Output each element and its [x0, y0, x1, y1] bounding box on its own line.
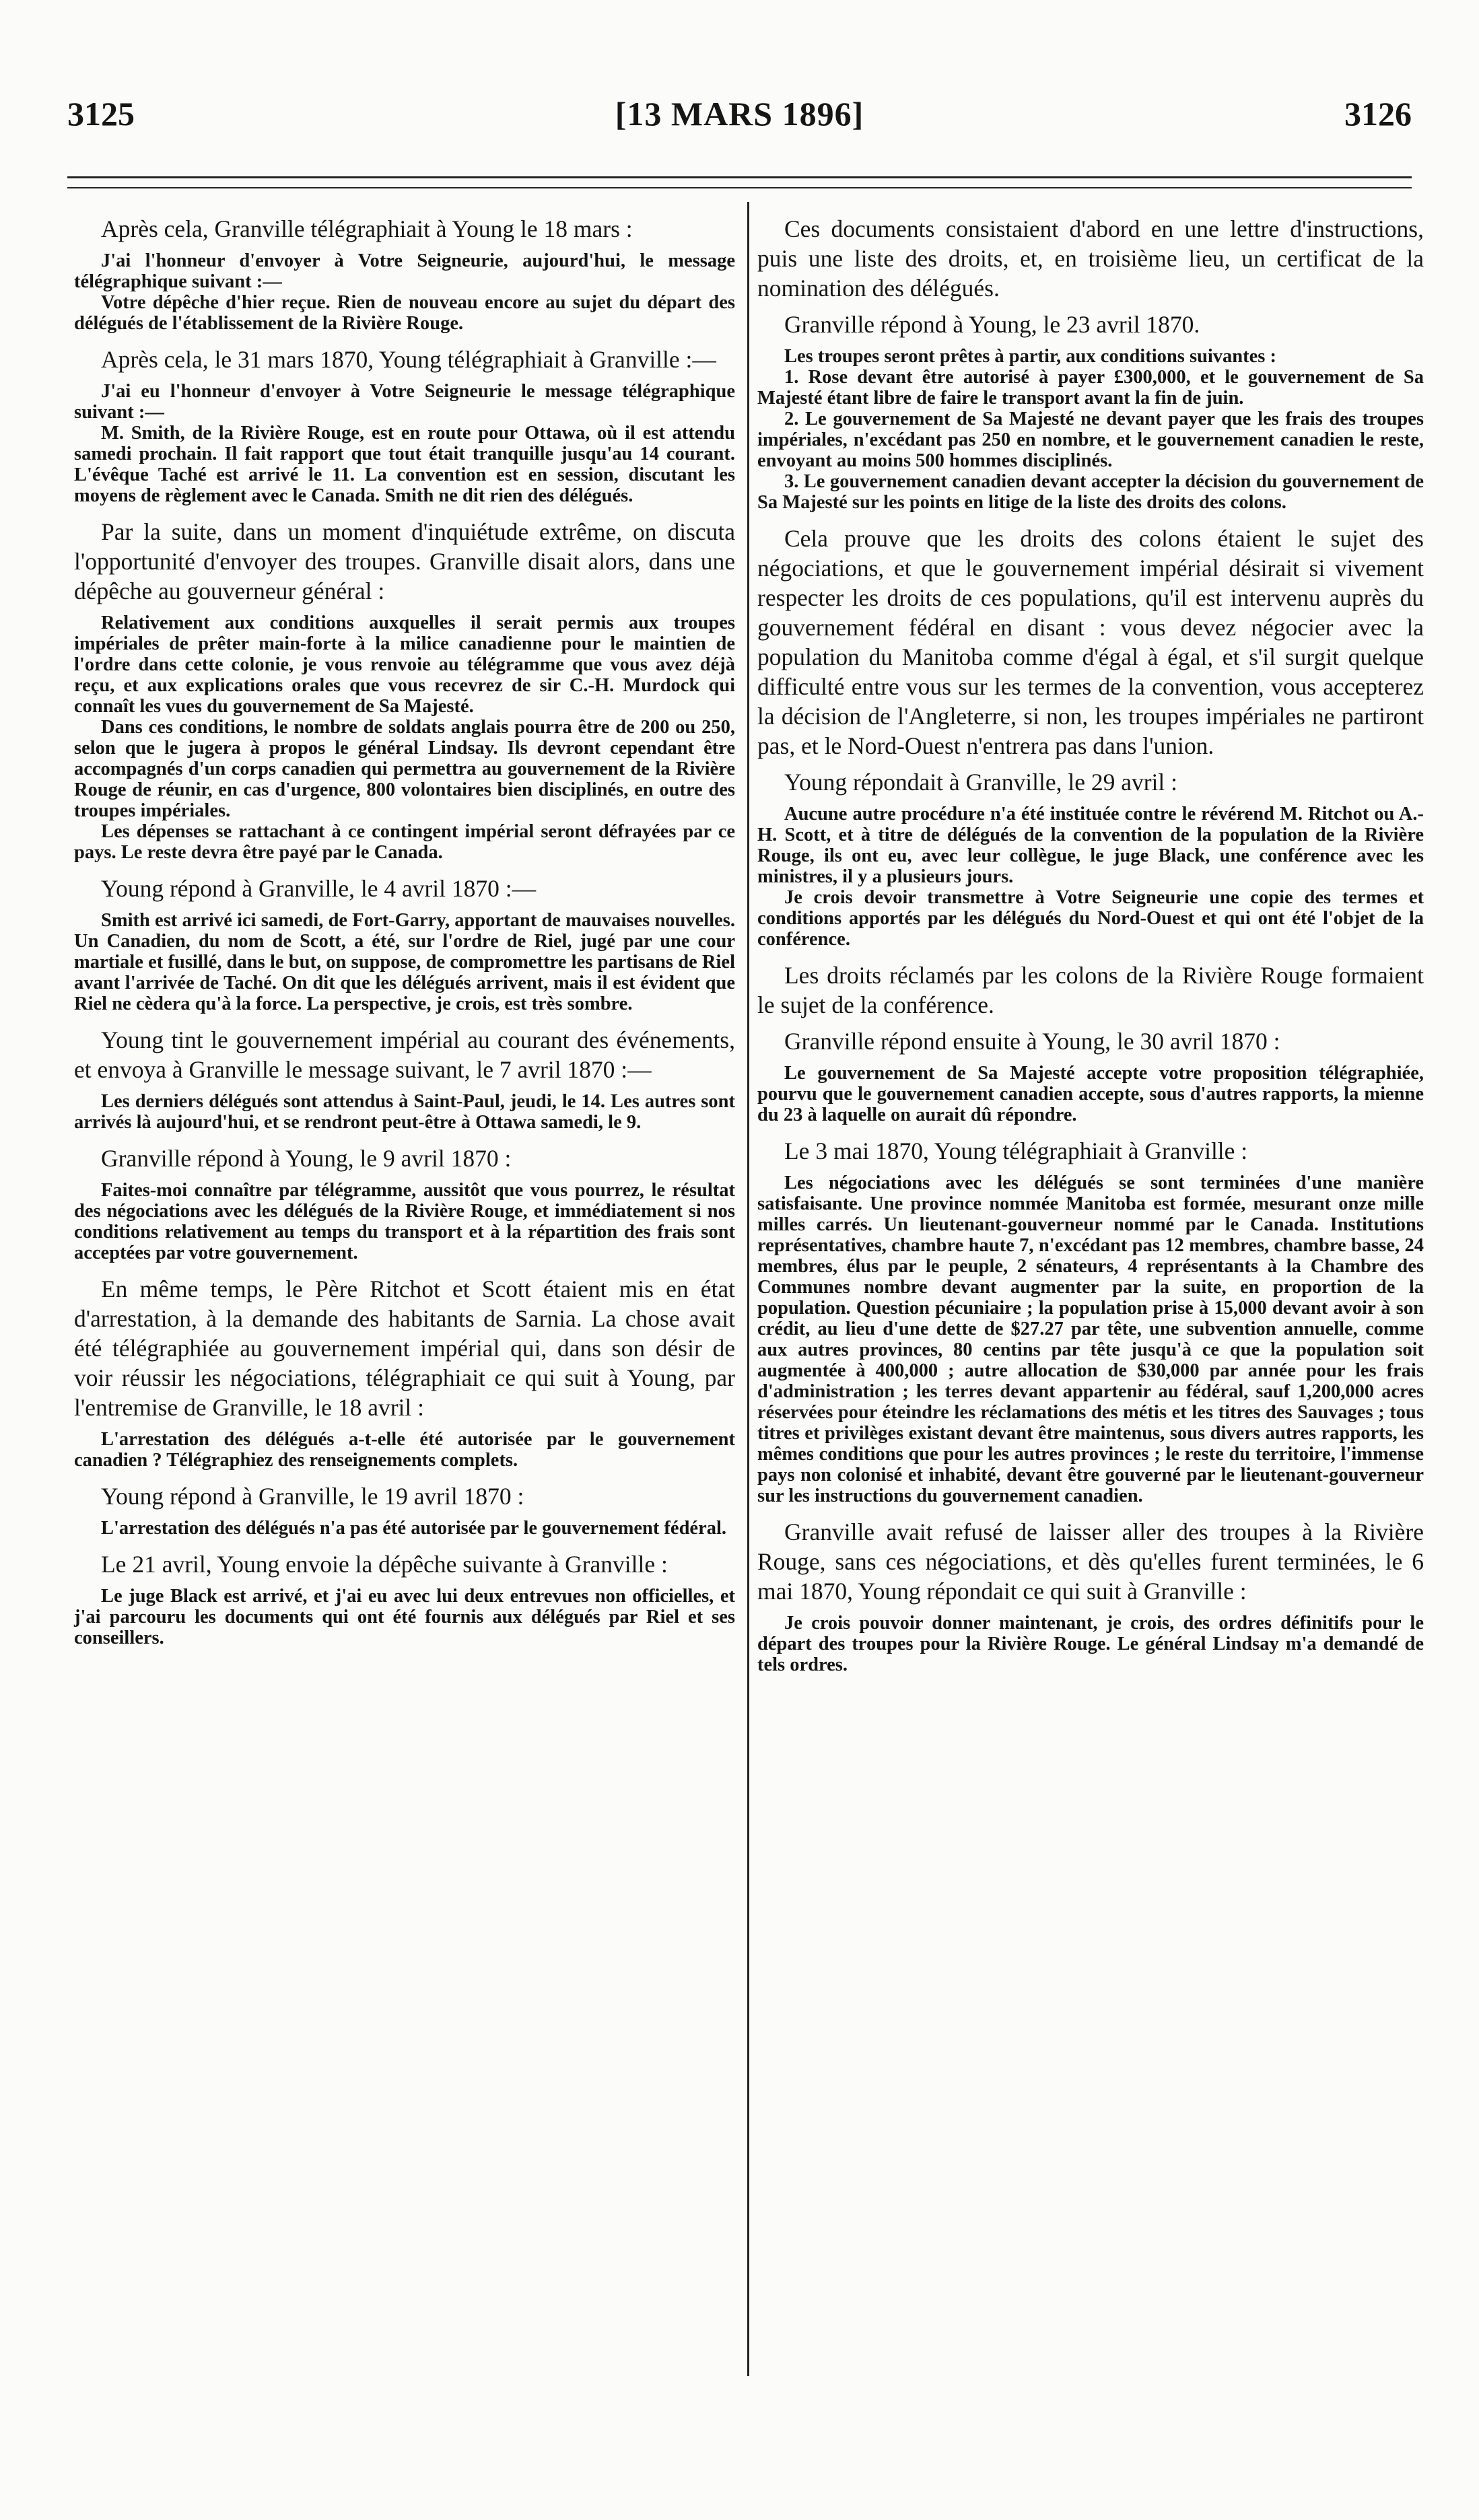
paragraph: Granville répond à Young, le 9 avril 1870 :	[101, 1145, 512, 1172]
paragraph: Young répondait à Granville, le 29 avril :	[784, 769, 1177, 796]
quote-line: Les troupes seront prêtes à partir, aux conditions suivantes :	[784, 346, 1277, 367]
header-rule-top	[67, 176, 1412, 178]
quote-line: Les négociations avec les délégués se sont terminées d'une manière satisfaisante. Une province nommée Manitoba est formée, mesurant onze mille milles carrés. Un lieutenant-gouverneur nommé par le Canada. Institutions représentatives, chambre haute 7, n'excédant pas 12 membres, chambre basse, 24 membres, élus par le peuple, 2 sénateurs, 4 représentants à la Chambre des Communes nombre devant augmenter par la suite, en proportion de la population. Question pécuniaire ; la population prise à 15,000 devant avoir à son crédit, au lieu d'une dette de $27.27 par tête, une subvention annuelle, comme aux autres provinces, 80 centins par tête jusqu'à ce que la population soit augmentée à 400,000 ; autre allocation de $30,000 par année pour les frais d'administration ; les terres devant appartenir au fédéral, sauf 1,200,000 acres réservées pour éteindre les réclamations des métis et les titres des Sauvages ; tous titres et privilèges existant devant être maintenus, sous divers autres rapports, les mêmes conditions que pour les autres provinces ; le reste du territoire, l'immense pays non colonisé et inhabité, devant être gouverné par le lieutenant-gouverneur sur les instructions du gouvernement canadien.	[757, 1172, 1424, 1506]
quoted-dispatch	[74, 1429, 735, 1471]
quoted-dispatch	[74, 1091, 735, 1133]
quote-line: Les dépenses se rattachant à ce contingent impérial seront défrayées par ce pays. Le reste devra être payé par le Canada.	[74, 821, 735, 863]
header-rule-bottom	[67, 187, 1412, 188]
paragraph: Le 3 mai 1870, Young télégraphiait à Granville :	[784, 1138, 1248, 1164]
quote-line: Smith est arrivé ici samedi, de Fort-Garry, apportant de mauvaises nouvelles. Un Canadien, du nom de Scott, a été, sur l'ordre de Riel, jugé par une cour martiale et fusillé, dans le but, on suppose, de compromettre les partisans de Riel avant l'arrivée de Taché. On dit que les délégués arrivent, mais il est évident que Riel ne cèdera qu'à la force. La perspective, je crois, est très sombre.	[74, 910, 735, 1014]
paragraph: Après cela, le 31 mars 1870, Young télégraphiait à Granville :—	[101, 346, 716, 373]
quoted-dispatch	[74, 381, 735, 506]
quote-line: 2. Le gouvernement de Sa Majesté ne devant payer que les frais des troupes impériales, n'excédant pas 250 en nombre, et le gouvernement canadien le reste, envoyant au moins 500 hommes disciplinés.	[757, 409, 1424, 471]
quoted-dispatch	[757, 1172, 1424, 1506]
paragraph: Ces documents consistaient d'abord en une lettre d'instructions, puis une liste des droits, et, en troisième lieu, un certificat de la nomination des délégués.	[757, 215, 1424, 302]
quote-line: Le gouvernement de Sa Majesté accepte votre proposition télégraphiée, pourvu que le gouvernement canadien accepte, sous d'autres rapports, la mienne du 23 à laquelle on aurait dû répondre.	[757, 1063, 1424, 1125]
paragraph: Cela prouve que les droits des colons étaient le sujet des négociations, et que le gouvernement impérial désirait si vivement respecter les droits de ces populations, qu'il est intervenu auprès du gouvernement fédéral en disant : vous devez négocier avec la population du Manitoba comme d'égal à égal, et s'il surgit quelque difficulté entre vous sur les termes de la convention, vous accepterez la décision de l'Angleterre, si non, les troupes impériales ne partiront pas, et le Nord-Ouest n'entrera pas dans l'union.	[757, 525, 1424, 759]
page-date: [13 MARS 1896]	[615, 95, 864, 133]
paragraph: Par la suite, dans un moment d'inquiétude extrême, on discuta l'opportunité d'envoyer des troupes. Granville disait alors, dans une dépêche au gouverneur général :	[74, 518, 735, 604]
quoted-dispatch	[74, 612, 735, 863]
quote-line: Faites-moi connaître par télégramme, aussitôt que vous pourrez, le résultat des négociations avec les délégués de la Rivière Rouge, et immédiatement si nos conditions relativement au temps du transport et à la répartition des frais sont acceptées par votre gouvernement.	[74, 1180, 735, 1263]
page-header	[67, 94, 1412, 155]
paragraph: Granville répond à Young, le 23 avril 1870.	[784, 311, 1200, 338]
quote-line: Je crois pouvoir donner maintenant, je crois, des ordres définitifs pour le départ des troupes pour la Rivière Rouge. Le général Lindsay m'a demandé de tels ordres.	[757, 1613, 1424, 1675]
page-number-right: 3126	[1344, 95, 1412, 133]
quoted-dispatch	[74, 1586, 735, 1648]
quote-line: M. Smith, de la Rivière Rouge, est en route pour Ottawa, où il est attendu samedi prochain. Il fait rapport que tout était tranquille jusqu'au 14 courant. L'évêque Taché est arrivé le 11. La convention est en session, discutant les moyens de règlement avec le Canada. Smith ne dit rien des délégués.	[74, 423, 735, 506]
quote-line: Votre dépêche d'hier reçue. Rien de nouveau encore au sujet du départ des délégués de l'établissement de la Rivière Rouge.	[74, 292, 735, 334]
quote-line: 1. Rose devant être autorisé à payer £300,000, et le gouvernement de Sa Majesté étant libre de faire le transport avant la fin de juin.	[757, 367, 1424, 409]
paragraph: Young répond à Granville, le 4 avril 1870 :—	[101, 875, 537, 902]
right-column	[757, 214, 1424, 1686]
paragraph: En même temps, le Père Ritchot et Scott étaient mis en état d'arrestation, à la demande des habitants de Sarnia. La chose avait été télégraphiée au gouvernement impérial qui, dans son désir de voir réussir les négociations, télégraphiait ce qui suit à Young, par l'entremise de Granville, le 18 avril :	[74, 1275, 735, 1421]
paragraph: Le 21 avril, Young envoie la dépêche suivante à Granville :	[101, 1551, 668, 1578]
quote-line: Relativement aux conditions auxquelles il serait permis aux troupes impériales de prêter main-forte à la milice canadienne pour le maintien de l'ordre dans cette colonie, je vous renvoie au télégramme que vous avez déjà reçu, et aux explications orales que vous recevrez de sir C.-H. Murdock qui connaît les vues du gouvernement de Sa Majesté.	[74, 612, 735, 717]
quote-line: J'ai l'honneur d'envoyer à Votre Seigneurie, aujourd'hui, le message télégraphique suivant :—	[74, 250, 735, 292]
quote-line: 3. Le gouvernement canadien devant accepter la décision du gouvernement de Sa Majesté sur les points en litige de la liste des droits des colons.	[757, 471, 1424, 513]
paragraph: Après cela, Granville télégraphiait à Young le 18 mars :	[101, 215, 633, 242]
paragraph: Young tint le gouvernement impérial au courant des événements, et envoya à Granville le message suivant, le 7 avril 1870 :—	[74, 1026, 735, 1083]
quote-line: L'arrestation des délégués n'a pas été autorisée par le gouvernement fédéral.	[101, 1518, 727, 1539]
quoted-dispatch	[757, 1063, 1424, 1125]
paragraph: Young répond à Granville, le 19 avril 1870 :	[101, 1483, 524, 1510]
quote-line: Dans ces conditions, le nombre de soldats anglais pourra être de 200 ou 250, selon que le jugera à propos le général Lindsay. Ils devront cependant être accompagnés d'un corps canadien qui permettra au gouvernement de la Rivière Rouge de réunir, en cas d'urgence, 800 volontaires bien disciplinés, en outre des troupes impériales.	[74, 717, 735, 821]
quote-line: Le juge Black est arrivé, et j'ai eu avec lui deux entrevues non officielles, et j'ai parcouru les documents qui ont été fournis aux délégués par Riel et ses conseillers.	[74, 1586, 735, 1648]
quoted-dispatch	[757, 1613, 1424, 1675]
page-number-left: 3125	[67, 95, 135, 133]
quoted-dispatch	[757, 346, 1424, 513]
quote-line: J'ai eu l'honneur d'envoyer à Votre Seigneurie le message télégraphique suivant :—	[74, 381, 735, 423]
quote-line: L'arrestation des délégués a-t-elle été autorisée par le gouvernement canadien ? Télégraphiez des renseignements complets.	[74, 1429, 735, 1471]
quote-line: Je crois devoir transmettre à Votre Seigneurie une copie des termes et conditions apportés par les délégués du Nord-Ouest et qui ont été l'objet de la conférence.	[757, 887, 1424, 950]
paragraph: Les droits réclamés par les colons de la Rivière Rouge formaient le sujet de la conférence.	[757, 962, 1424, 1018]
column-divider	[747, 202, 749, 2376]
quoted-dispatch	[74, 910, 735, 1014]
quoted-dispatch	[74, 250, 735, 334]
quoted-dispatch	[74, 1518, 735, 1539]
paragraph: Granville répond ensuite à Young, le 30 avril 1870 :	[784, 1028, 1280, 1055]
quoted-dispatch	[74, 1180, 735, 1263]
left-column	[74, 214, 735, 1659]
quoted-dispatch	[757, 804, 1424, 950]
paragraph: Granville avait refusé de laisser aller des troupes à la Rivière Rouge, sans ces négociations, et dès qu'elles furent terminées, le 6 mai 1870, Young répondait ce qui suit à Granville :	[757, 1518, 1424, 1605]
quote-line: Les derniers délégués sont attendus à Saint-Paul, jeudi, le 14. Les autres sont arrivés là aujourd'hui, et se rendront peut-être à Ottawa samedi, le 9.	[74, 1091, 735, 1133]
quote-line: Aucune autre procédure n'a été instituée contre le révérend M. Ritchot ou A.-H. Scott, et à titre de délégués de la convention de la population de la Rivière Rouge, ils ont eu, avec leur collègue, le juge Black, une conférence avec les ministres, il y a plusieurs jours.	[757, 804, 1424, 887]
